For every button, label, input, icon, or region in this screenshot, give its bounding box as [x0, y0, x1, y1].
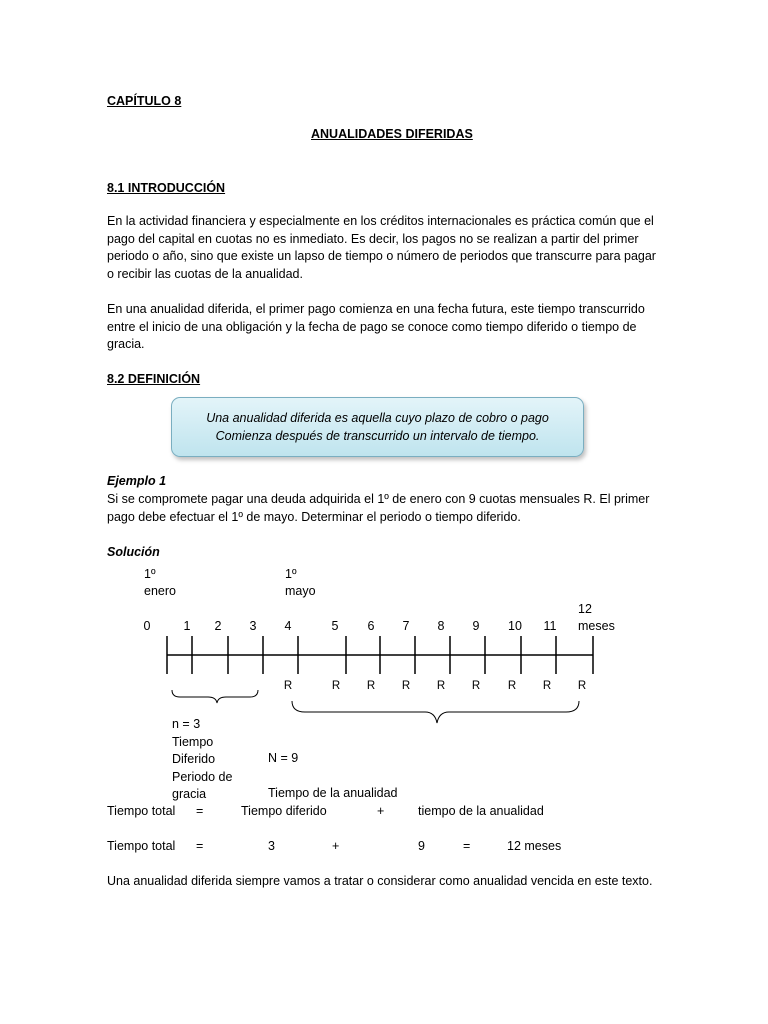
text-line: En una anualidad diferida, el primer pago comienza en una fecha futura, este tiempo transcurrido	[107, 302, 645, 316]
chapter-label: CAPÍTULO 8	[107, 94, 182, 108]
deferred-line: gracia	[172, 787, 207, 801]
tick-label: 1	[183, 619, 191, 633]
tick-label: 8	[437, 619, 445, 633]
pay-month-label: mayo	[285, 584, 316, 598]
tick-label: 9	[472, 619, 480, 633]
deferred-n: n = 3	[172, 717, 201, 731]
example-heading: Ejemplo 1	[107, 474, 167, 488]
solution-heading: Solución	[107, 545, 160, 559]
text-line: entre el inicio de una obligación y la fecha de pago se conoce como tiempo diferido o tiempo de	[107, 319, 637, 334]
page-title: ANUALIDADES DIFERIDAS	[311, 127, 473, 141]
text-line: En la actividad financiera y especialmente en los créditos internacionales es práctica común que el	[107, 214, 654, 228]
total-result: 12 meses	[507, 839, 562, 853]
tick-label: 7	[402, 619, 410, 633]
tick-label: 2	[214, 619, 222, 633]
annuity-label: Tiempo de la anualidad	[268, 786, 398, 800]
deferred-line: Tiempo	[172, 734, 214, 749]
tick-label: 10	[508, 619, 522, 633]
total-plus-2: +	[332, 839, 340, 853]
payment-label: R	[331, 680, 341, 692]
example-line-1: Si se compromete pagar una deuda adquirida el 1º de enero con 9 cuotas mensuales R. El primer	[107, 492, 650, 506]
total-eq-3: =	[463, 839, 471, 853]
total-eq-1: =	[196, 804, 204, 818]
total-label-2: Tiempo total	[107, 839, 176, 853]
total-deferred-term: Tiempo diferido	[241, 804, 327, 818]
annuity-n: N = 9	[268, 751, 299, 765]
tick-label: 5	[331, 619, 339, 633]
closing-sentence: Una anualidad diferida siempre vamos a tratar o considerar como anualidad vencida en este texto.	[107, 874, 653, 888]
definition-line-1: Una anualidad diferida es aquella cuyo plazo de cobro o pago	[206, 411, 549, 425]
start-month-label: enero	[144, 584, 176, 598]
deferred-line: Periodo de	[172, 769, 233, 784]
total-deferred-value: 3	[268, 839, 275, 853]
total-eq-2: =	[196, 839, 204, 853]
payment-label: R	[577, 680, 587, 692]
start-day-label: 1º	[144, 567, 156, 581]
annuity-brace	[292, 701, 579, 723]
payment-label: R	[471, 680, 481, 692]
deferred-line: Diferido	[172, 752, 216, 766]
section-heading-introduccion: 8.1 INTRODUCCIÓN	[107, 181, 226, 195]
total-label-1: Tiempo total	[107, 804, 176, 818]
text-line: o recibir las cuotas de la anualidad.	[107, 266, 303, 281]
tick-label: 4	[284, 619, 292, 633]
definition-line-2: Comienza después de transcurrido un intervalo de tiempo.	[215, 429, 540, 443]
payment-label: R	[366, 680, 376, 692]
payment-label: R	[507, 680, 517, 692]
tick-label: 11	[543, 619, 557, 633]
payment-label: R	[283, 680, 293, 692]
section-heading-definicion: 8.2 DEFINICIÓN	[107, 372, 201, 386]
total-plus-1: +	[377, 804, 385, 818]
tick-label: 3	[249, 619, 257, 633]
text-line: gracia.	[107, 337, 145, 351]
pay-day-label: 1º	[285, 567, 297, 581]
payment-label: R	[542, 680, 552, 692]
payment-label: R	[401, 680, 411, 692]
example-line-2: pago debe efectuar el 1º de mayo. Determinar el periodo o tiempo diferido.	[107, 510, 521, 524]
text-line: periodo o año, sino que existe un lapso de tiempo o número de periodos que transcurre para pagar	[107, 249, 656, 263]
end-unit-label: meses	[578, 619, 615, 633]
deferred-brace	[172, 690, 258, 703]
total-annuity-value: 9	[418, 839, 425, 853]
deferred-description	[172, 716, 232, 804]
tick-label: 6	[367, 619, 375, 633]
payment-label: R	[436, 680, 446, 692]
total-annuity-term: tiempo de la anualidad	[418, 804, 544, 818]
end-number-label: 12	[578, 602, 592, 616]
tick-label: 0	[143, 619, 151, 633]
text-line: pago del capital en cuotas no es inmediato. Es decir, los pagos no se realizan a partir del primer	[107, 231, 639, 246]
